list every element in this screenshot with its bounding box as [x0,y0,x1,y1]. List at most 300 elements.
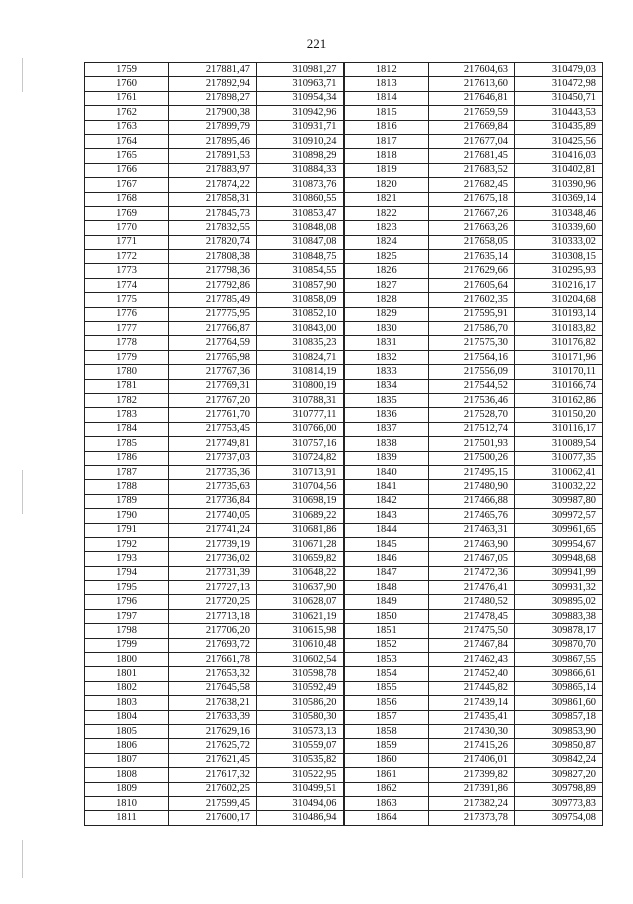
table-row [85,250,603,264]
y-coordinate-cell: 310425,56 [515,134,603,148]
point-number-cell: 1760 [85,77,169,91]
y-coordinate-cell: 310671,28 [257,537,344,551]
x-coordinate-cell: 217792,86 [169,278,257,292]
point-number-cell: 1806 [85,739,169,753]
x-coordinate-cell: 217735,63 [169,480,257,494]
y-coordinate-cell: 309941,99 [515,566,603,580]
table-row [85,221,603,235]
x-coordinate-cell: 217528,70 [429,408,515,422]
x-coordinate-cell: 217785,49 [169,293,257,307]
point-number-cell: 1771 [85,235,169,249]
x-coordinate-cell: 217478,45 [429,609,515,623]
point-number-cell: 1791 [85,523,169,537]
table-row [85,77,603,91]
table-row [85,696,603,710]
y-coordinate-cell: 310171,96 [515,350,603,364]
y-coordinate-cell: 310592,49 [257,681,344,695]
coordinates-table-body [85,63,603,826]
table-row [85,653,603,667]
y-coordinate-cell: 310486,94 [257,811,344,825]
point-number-cell: 1825 [344,250,429,264]
x-coordinate-cell: 217480,52 [429,595,515,609]
x-coordinate-cell: 217677,04 [429,134,515,148]
point-number-cell: 1810 [85,796,169,810]
point-number-cell: 1798 [85,624,169,638]
y-coordinate-cell: 310824,71 [257,350,344,364]
x-coordinate-cell: 217600,17 [169,811,257,825]
point-number-cell: 1789 [85,494,169,508]
y-coordinate-cell: 310089,54 [515,437,603,451]
y-coordinate-cell: 309850,87 [515,739,603,753]
x-coordinate-cell: 217895,46 [169,134,257,148]
table-row [85,681,603,695]
point-number-cell: 1788 [85,480,169,494]
point-number-cell: 1816 [344,120,429,134]
table-row [85,782,603,796]
table-row [85,106,603,120]
table-row [85,307,603,321]
point-number-cell: 1845 [344,537,429,551]
x-coordinate-cell: 217439,14 [429,696,515,710]
x-coordinate-cell: 217739,19 [169,537,257,551]
table-row [85,120,603,134]
x-coordinate-cell: 217599,45 [169,796,257,810]
page-number: 221 [306,36,327,51]
x-coordinate-cell: 217633,39 [169,710,257,724]
table-row [85,192,603,206]
point-number-cell: 1767 [85,178,169,192]
y-coordinate-cell: 310942,96 [257,106,344,120]
y-coordinate-cell: 309754,08 [515,811,603,825]
x-coordinate-cell: 217638,21 [169,696,257,710]
x-coordinate-cell: 217382,24 [429,796,515,810]
table-row [85,293,603,307]
point-number-cell: 1823 [344,221,429,235]
x-coordinate-cell: 217693,72 [169,638,257,652]
point-number-cell: 1837 [344,422,429,436]
x-coordinate-cell: 217472,36 [429,566,515,580]
table-row [85,379,603,393]
point-number-cell: 1797 [85,609,169,623]
coordinates-table [84,62,603,826]
y-coordinate-cell: 310522,95 [257,768,344,782]
point-number-cell: 1766 [85,163,169,177]
y-coordinate-cell: 310295,93 [515,264,603,278]
x-coordinate-cell: 217602,25 [169,782,257,796]
point-number-cell: 1759 [85,63,169,77]
x-coordinate-cell: 217625,72 [169,739,257,753]
scan-margin-mark [22,840,23,878]
point-number-cell: 1848 [344,581,429,595]
y-coordinate-cell: 310848,08 [257,221,344,235]
point-number-cell: 1828 [344,293,429,307]
x-coordinate-cell: 217898,27 [169,91,257,105]
y-coordinate-cell: 310499,51 [257,782,344,796]
x-coordinate-cell: 217681,45 [429,149,515,163]
y-coordinate-cell: 310814,19 [257,365,344,379]
y-coordinate-cell: 310853,47 [257,206,344,220]
x-coordinate-cell: 217769,31 [169,379,257,393]
x-coordinate-cell: 217683,52 [429,163,515,177]
y-coordinate-cell: 310884,33 [257,163,344,177]
point-number-cell: 1805 [85,724,169,738]
x-coordinate-cell: 217462,43 [429,653,515,667]
point-number-cell: 1783 [85,408,169,422]
point-number-cell: 1817 [344,134,429,148]
point-number-cell: 1836 [344,408,429,422]
point-number-cell: 1802 [85,681,169,695]
point-number-cell: 1832 [344,350,429,364]
table-row [85,178,603,192]
y-coordinate-cell: 309954,67 [515,537,603,551]
y-coordinate-cell: 310800,19 [257,379,344,393]
x-coordinate-cell: 217556,09 [429,365,515,379]
x-coordinate-cell: 217480,90 [429,480,515,494]
y-coordinate-cell: 310689,22 [257,509,344,523]
table-row [85,350,603,364]
y-coordinate-cell: 309827,20 [515,768,603,782]
point-number-cell: 1776 [85,307,169,321]
y-coordinate-cell: 310204,68 [515,293,603,307]
x-coordinate-cell: 217452,40 [429,667,515,681]
x-coordinate-cell: 217736,02 [169,552,257,566]
x-coordinate-cell: 217445,82 [429,681,515,695]
table-row [85,63,603,77]
x-coordinate-cell: 217892,94 [169,77,257,91]
y-coordinate-cell: 310698,19 [257,494,344,508]
x-coordinate-cell: 217476,41 [429,581,515,595]
y-coordinate-cell: 310116,17 [515,422,603,436]
point-number-cell: 1761 [85,91,169,105]
table-row [85,134,603,148]
point-number-cell: 1765 [85,149,169,163]
x-coordinate-cell: 217881,47 [169,63,257,77]
x-coordinate-cell: 217475,50 [429,624,515,638]
y-coordinate-cell: 310847,08 [257,235,344,249]
y-coordinate-cell: 309931,32 [515,581,603,595]
y-coordinate-cell: 310852,10 [257,307,344,321]
y-coordinate-cell: 309798,89 [515,782,603,796]
point-number-cell: 1862 [344,782,429,796]
x-coordinate-cell: 217740,05 [169,509,257,523]
x-coordinate-cell: 217753,45 [169,422,257,436]
y-coordinate-cell: 310077,35 [515,451,603,465]
x-coordinate-cell: 217629,66 [429,264,515,278]
y-coordinate-cell: 310580,30 [257,710,344,724]
point-number-cell: 1769 [85,206,169,220]
table-row [85,336,603,350]
table-row [85,149,603,163]
x-coordinate-cell: 217832,55 [169,221,257,235]
point-number-cell: 1827 [344,278,429,292]
point-number-cell: 1795 [85,581,169,595]
y-coordinate-cell: 309867,55 [515,653,603,667]
point-number-cell: 1863 [344,796,429,810]
y-coordinate-cell: 310910,24 [257,134,344,148]
point-number-cell: 1792 [85,537,169,551]
x-coordinate-cell: 217658,05 [429,235,515,249]
y-coordinate-cell: 310713,91 [257,465,344,479]
y-coordinate-cell: 310443,53 [515,106,603,120]
point-number-cell: 1861 [344,768,429,782]
point-number-cell: 1835 [344,393,429,407]
x-coordinate-cell: 217575,30 [429,336,515,350]
x-coordinate-cell: 217764,59 [169,336,257,350]
table-row [85,422,603,436]
table-row [85,523,603,537]
point-number-cell: 1843 [344,509,429,523]
point-number-cell: 1819 [344,163,429,177]
table-row [85,811,603,825]
y-coordinate-cell: 310724,82 [257,451,344,465]
table-row [85,581,603,595]
x-coordinate-cell: 217467,05 [429,552,515,566]
y-coordinate-cell: 309895,02 [515,595,603,609]
point-number-cell: 1826 [344,264,429,278]
y-coordinate-cell: 310435,89 [515,120,603,134]
y-coordinate-cell: 310788,31 [257,393,344,407]
x-coordinate-cell: 217766,87 [169,322,257,336]
point-number-cell: 1790 [85,509,169,523]
point-number-cell: 1854 [344,667,429,681]
y-coordinate-cell: 310183,82 [515,322,603,336]
x-coordinate-cell: 217727,13 [169,581,257,595]
point-number-cell: 1833 [344,365,429,379]
x-coordinate-cell: 217900,38 [169,106,257,120]
point-number-cell: 1784 [85,422,169,436]
x-coordinate-cell: 217564,16 [429,350,515,364]
x-coordinate-cell: 217536,46 [429,393,515,407]
point-number-cell: 1809 [85,782,169,796]
point-number-cell: 1800 [85,653,169,667]
y-coordinate-cell: 310681,86 [257,523,344,537]
table-row [85,638,603,652]
point-number-cell: 1849 [344,595,429,609]
point-number-cell: 1850 [344,609,429,623]
x-coordinate-cell: 217406,01 [429,753,515,767]
point-number-cell: 1856 [344,696,429,710]
point-number-cell: 1813 [344,77,429,91]
y-coordinate-cell: 310860,55 [257,192,344,206]
point-number-cell: 1855 [344,681,429,695]
x-coordinate-cell: 217621,45 [169,753,257,767]
point-number-cell: 1804 [85,710,169,724]
x-coordinate-cell: 217595,91 [429,307,515,321]
table-row [85,322,603,336]
y-coordinate-cell: 309853,90 [515,724,603,738]
x-coordinate-cell: 217463,31 [429,523,515,537]
x-coordinate-cell: 217731,39 [169,566,257,580]
x-coordinate-cell: 217820,74 [169,235,257,249]
x-coordinate-cell: 217767,36 [169,365,257,379]
point-number-cell: 1796 [85,595,169,609]
table-row [85,264,603,278]
y-coordinate-cell: 310170,11 [515,365,603,379]
x-coordinate-cell: 217586,70 [429,322,515,336]
x-coordinate-cell: 217899,79 [169,120,257,134]
y-coordinate-cell: 310637,90 [257,581,344,595]
point-number-cell: 1857 [344,710,429,724]
point-number-cell: 1842 [344,494,429,508]
y-coordinate-cell: 310854,55 [257,264,344,278]
x-coordinate-cell: 217737,03 [169,451,257,465]
point-number-cell: 1762 [85,106,169,120]
y-coordinate-cell: 310621,19 [257,609,344,623]
point-number-cell: 1858 [344,724,429,738]
y-coordinate-cell: 310535,82 [257,753,344,767]
y-coordinate-cell: 309972,57 [515,509,603,523]
table-row [85,537,603,551]
table-row [85,278,603,292]
point-number-cell: 1778 [85,336,169,350]
table-row [85,768,603,782]
table-row [85,206,603,220]
point-number-cell: 1787 [85,465,169,479]
y-coordinate-cell: 310162,86 [515,393,603,407]
table-row [85,163,603,177]
point-number-cell: 1801 [85,667,169,681]
table-row [85,796,603,810]
y-coordinate-cell: 310843,00 [257,322,344,336]
x-coordinate-cell: 217858,31 [169,192,257,206]
point-number-cell: 1829 [344,307,429,321]
point-number-cell: 1841 [344,480,429,494]
point-number-cell: 1786 [85,451,169,465]
x-coordinate-cell: 217682,45 [429,178,515,192]
x-coordinate-cell: 217667,26 [429,206,515,220]
y-coordinate-cell: 310954,34 [257,91,344,105]
y-coordinate-cell: 310062,41 [515,465,603,479]
point-number-cell: 1847 [344,566,429,580]
x-coordinate-cell: 217629,16 [169,724,257,738]
point-number-cell: 1864 [344,811,429,825]
y-coordinate-cell: 310963,71 [257,77,344,91]
point-number-cell: 1860 [344,753,429,767]
y-coordinate-cell: 310216,17 [515,278,603,292]
table-row [85,667,603,681]
x-coordinate-cell: 217661,78 [169,653,257,667]
x-coordinate-cell: 217891,53 [169,149,257,163]
y-coordinate-cell: 310610,48 [257,638,344,652]
y-coordinate-cell: 310333,02 [515,235,603,249]
y-coordinate-cell: 310981,27 [257,63,344,77]
point-number-cell: 1803 [85,696,169,710]
y-coordinate-cell: 309878,17 [515,624,603,638]
point-number-cell: 1768 [85,192,169,206]
y-coordinate-cell: 310777,11 [257,408,344,422]
table-row [85,91,603,105]
y-coordinate-cell: 309842,24 [515,753,603,767]
y-coordinate-cell: 310602,54 [257,653,344,667]
y-coordinate-cell: 309773,83 [515,796,603,810]
x-coordinate-cell: 217761,70 [169,408,257,422]
y-coordinate-cell: 309883,38 [515,609,603,623]
table-row [85,739,603,753]
table-row [85,480,603,494]
table-row [85,624,603,638]
x-coordinate-cell: 217653,32 [169,667,257,681]
x-coordinate-cell: 217775,95 [169,307,257,321]
point-number-cell: 1844 [344,523,429,537]
point-number-cell: 1763 [85,120,169,134]
table-row [85,710,603,724]
y-coordinate-cell: 309866,61 [515,667,603,681]
y-coordinate-cell: 310193,14 [515,307,603,321]
y-coordinate-cell: 310402,81 [515,163,603,177]
table-row [85,595,603,609]
y-coordinate-cell: 309870,70 [515,638,603,652]
y-coordinate-cell: 310615,98 [257,624,344,638]
x-coordinate-cell: 217675,18 [429,192,515,206]
y-coordinate-cell: 310032,22 [515,480,603,494]
x-coordinate-cell: 217883,97 [169,163,257,177]
x-coordinate-cell: 217495,15 [429,465,515,479]
y-coordinate-cell: 310348,46 [515,206,603,220]
y-coordinate-cell: 310898,29 [257,149,344,163]
table-row [85,365,603,379]
point-number-cell: 1818 [344,149,429,163]
y-coordinate-cell: 309857,18 [515,710,603,724]
table-row [85,465,603,479]
y-coordinate-cell: 310873,76 [257,178,344,192]
point-number-cell: 1764 [85,134,169,148]
x-coordinate-cell: 217663,26 [429,221,515,235]
x-coordinate-cell: 217465,76 [429,509,515,523]
point-number-cell: 1831 [344,336,429,350]
x-coordinate-cell: 217617,32 [169,768,257,782]
point-number-cell: 1774 [85,278,169,292]
table-row [85,509,603,523]
x-coordinate-cell: 217706,20 [169,624,257,638]
point-number-cell: 1793 [85,552,169,566]
y-coordinate-cell: 310757,16 [257,437,344,451]
point-number-cell: 1772 [85,250,169,264]
y-coordinate-cell: 309948,68 [515,552,603,566]
x-coordinate-cell: 217736,84 [169,494,257,508]
table-row [85,566,603,580]
x-coordinate-cell: 217399,82 [429,768,515,782]
point-number-cell: 1839 [344,451,429,465]
point-number-cell: 1830 [344,322,429,336]
point-number-cell: 1859 [344,739,429,753]
y-coordinate-cell: 309961,65 [515,523,603,537]
x-coordinate-cell: 217735,36 [169,465,257,479]
y-coordinate-cell: 310858,09 [257,293,344,307]
y-coordinate-cell: 310416,03 [515,149,603,163]
y-coordinate-cell: 309865,14 [515,681,603,695]
point-number-cell: 1822 [344,206,429,220]
y-coordinate-cell: 310166,74 [515,379,603,393]
y-coordinate-cell: 310704,56 [257,480,344,494]
point-number-cell: 1777 [85,322,169,336]
y-coordinate-cell: 310835,23 [257,336,344,350]
y-coordinate-cell: 310494,06 [257,796,344,810]
x-coordinate-cell: 217466,88 [429,494,515,508]
point-number-cell: 1781 [85,379,169,393]
y-coordinate-cell: 310176,82 [515,336,603,350]
x-coordinate-cell: 217669,84 [429,120,515,134]
y-coordinate-cell: 310766,00 [257,422,344,436]
table-row [85,437,603,451]
y-coordinate-cell: 310339,60 [515,221,603,235]
point-number-cell: 1782 [85,393,169,407]
x-coordinate-cell: 217602,35 [429,293,515,307]
scan-margin-mark [22,58,23,92]
y-coordinate-cell: 310559,07 [257,739,344,753]
point-number-cell: 1853 [344,653,429,667]
point-number-cell: 1852 [344,638,429,652]
x-coordinate-cell: 217415,26 [429,739,515,753]
